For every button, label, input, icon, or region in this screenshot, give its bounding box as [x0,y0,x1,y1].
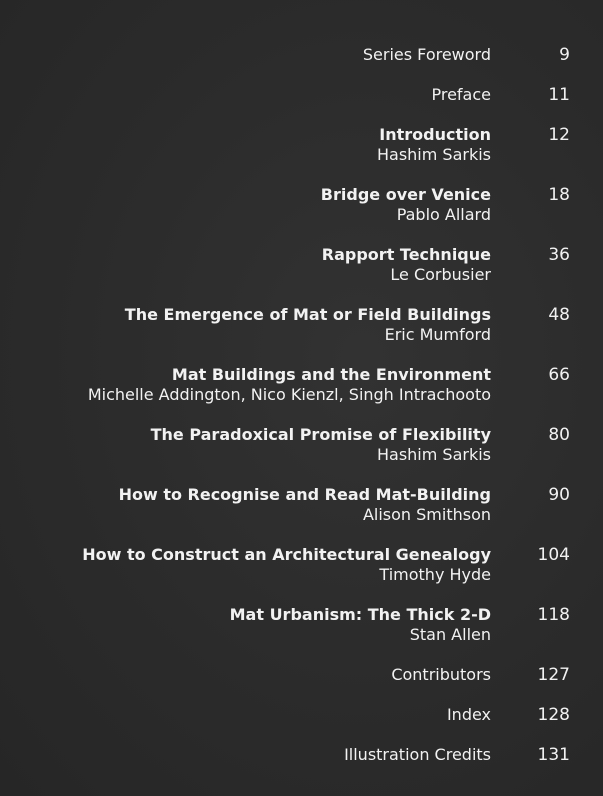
toc-entry-author: Hashim Sarkis [376,145,491,164]
toc-entry-title: How to Construct an Architectural Genealogy [82,545,491,564]
toc-entry-title: Bridge over Venice [320,185,491,204]
toc-entry-page-number: 80 [548,425,570,445]
toc-entry-page-number: 11 [548,85,570,105]
toc-entry-page-number: 90 [548,485,570,505]
toc-entry-page-number: 127 [537,665,570,685]
toc-entry-title: Preface [431,85,491,104]
toc-entry-title: How to Recognise and Read Mat-Building [118,485,491,504]
toc-entry-author: Michelle Addington, Nico Kienzl, Singh Intrachooto [87,385,491,404]
toc-entry-title: The Paradoxical Promise of Flexibility [150,425,491,444]
toc-entry-title: Introduction [379,125,491,144]
toc-entry-title: Index [446,705,491,724]
toc-entry-author: Timothy Hyde [379,565,491,584]
toc-entry-author: Le Corbusier [390,265,491,284]
toc-entry-title: Mat Buildings and the Environment [171,365,491,384]
toc-entry-page-number: 104 [537,545,570,565]
toc-entry-author: Eric Mumford [384,325,491,344]
toc-entry-author: Stan Allen [409,625,491,644]
toc-entry-page-number: 9 [559,45,570,65]
toc-entry-author: Pablo Allard [396,205,491,224]
toc-entry-title: Mat Urbanism: The Thick 2-D [229,605,491,624]
toc-entry-author: Alison Smithson [362,505,491,524]
toc-entry-page-number: 18 [548,185,570,205]
toc-entry-page-number: 118 [537,605,570,625]
toc-entry-page-number: 66 [548,365,570,385]
toc-entry-page-number: 128 [537,705,570,725]
toc-entry-page-number: 36 [548,245,570,265]
toc-entry-title: Contributors [391,665,491,684]
toc-entry-title: Series Foreword [362,45,491,64]
toc-entry-title: The Emergence of Mat or Field Buildings [124,305,491,324]
toc-entry-page-number: 12 [548,125,570,145]
toc-entry-page-number: 48 [548,305,570,325]
toc-entry-page-number: 131 [537,745,570,765]
toc-entry-title: Illustration Credits [344,745,491,764]
toc-entry-author: Hashim Sarkis [376,445,491,464]
toc-entry-title: Rapport Technique [321,245,491,264]
